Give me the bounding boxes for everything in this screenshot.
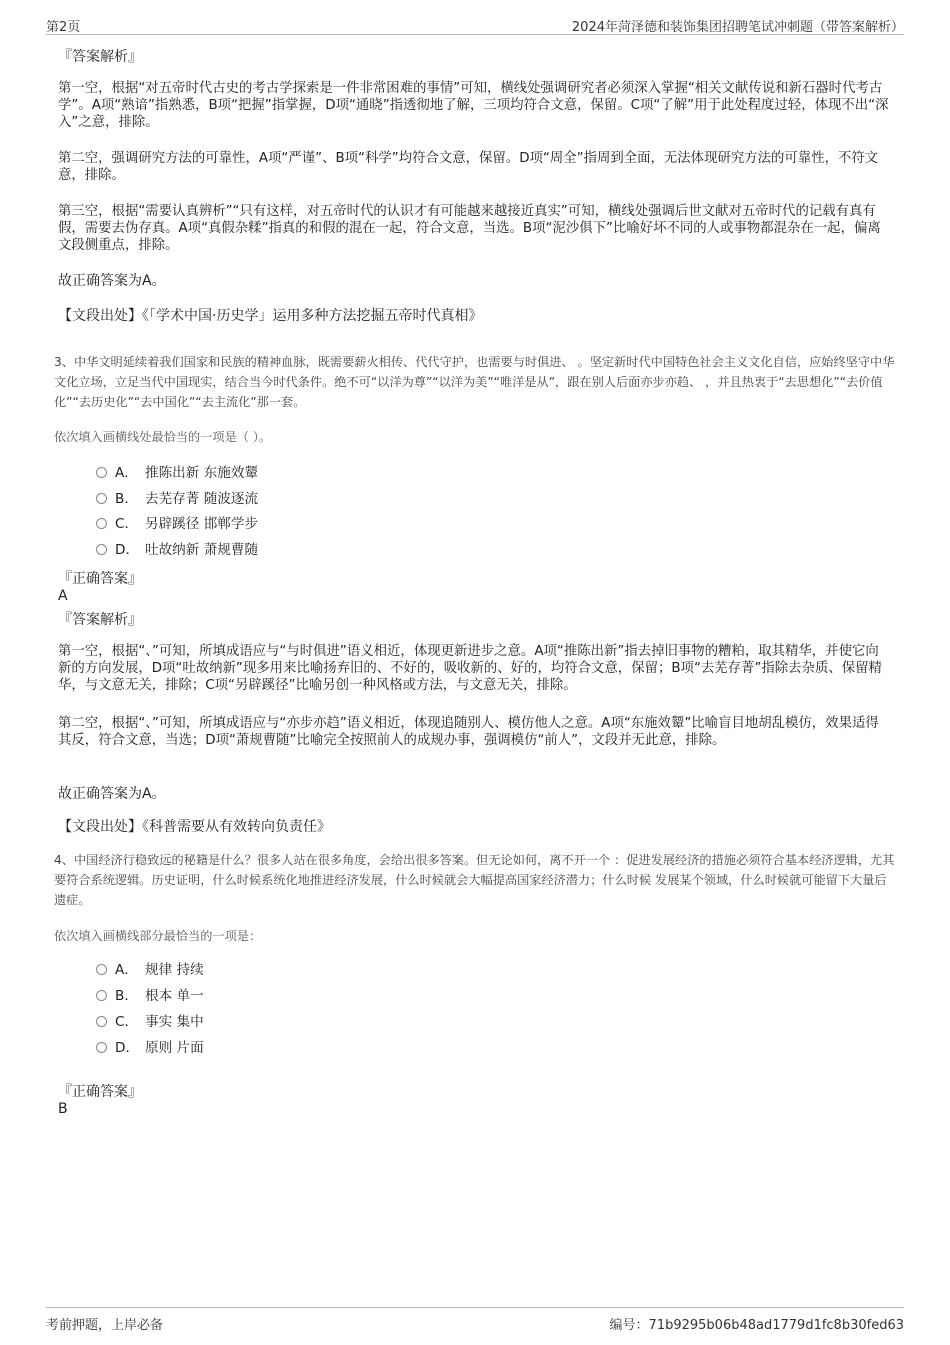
document-id: 编号：71b9295b06b48ad1779d1fc8b30fed63	[609, 1318, 904, 1333]
radio-icon[interactable]	[96, 964, 107, 975]
radio-icon[interactable]	[96, 518, 107, 529]
q3-option-d[interactable]: D． 吐故纳新 萧规曹随	[96, 540, 258, 560]
q3-correct-label: 『正确答案』	[58, 571, 142, 587]
q2-analysis-p2: 第二空，强调研究方法的可靠性，A项“严谨”、B项“科学”均符合文意，保留。D项“周全”指周到全面，无法体现研究方法的可靠性，不符文意，排除。	[58, 151, 879, 183]
radio-icon[interactable]	[96, 990, 107, 1001]
q3-ask: 依次填入画横线处最恰当的一项是（ ）。	[54, 430, 272, 444]
q4-stem: 4、中国经济行稳致远的秘籍是什么？很多人站在很多角度，会给出很多答案。但无论如何，离不开一个 ：促进发展经济的措施必须符合基本经济逻辑，尤其要符合系统逻辑。历史证明，什么时候系统化地推进经济发展，什么时候就会大幅提高国家经济潜力；什么时候 发展某个领域，什么时候就可能留下大量后遗症。	[54, 853, 895, 907]
q4-correct-answer: B	[58, 1101, 68, 1117]
q2-analysis-label: 『答案解析』	[58, 49, 142, 65]
radio-icon[interactable]	[96, 493, 107, 504]
radio-icon[interactable]	[96, 467, 107, 478]
radio-icon[interactable]	[96, 1042, 107, 1053]
q3-correct-answer: A	[58, 588, 68, 604]
document-title: 2024年菏泽德和装饰集团招聘笔试冲刺题（带答案解析）	[571, 20, 904, 35]
q3-option-a[interactable]: A． 推陈出新 东施效颦	[96, 463, 258, 483]
q4-option-c[interactable]: C． 事实 集中	[96, 1012, 204, 1032]
q2-analysis-p3: 第三空，根据“需要认真辨析”“只有这样，对五帝时代的认识才有可能越来越接近真实”可知，横线处强调后世文献对五帝时代的记载有真有假，需要去伪存真。A项“真假杂糅”指真的和假的混在一起，符合文意，当选。B项“泥沙俱下”比喻好坏不同的人或事物都混杂在一起，偏离文段侧重点，排除。	[58, 204, 881, 253]
radio-icon[interactable]	[96, 544, 107, 555]
page-number: 第2页	[46, 20, 81, 35]
q3-stem: 3、中华文明延续着我们国家和民族的精神血脉，既需要薪火相传、代代守护，也需要与时俱进、 。坚定新时代中国特色社会主义文化自信，应始终坚守中华文化立场，立足当代中国现实，结合当今时代条件。绝不可“以洋为尊”“以洋为美”“唯洋是从”，跟在别人后面亦步亦趋、 ，并且热衷于“去思想化”“去价值化”“去历史化”“去中国化”“去主流化”那一套。	[54, 355, 895, 409]
q2-conclusion: 故正确答案为A。	[58, 273, 166, 289]
q2-analysis-p1: 第一空，根据“对五帝时代古史的考古学探索是一件非常困难的事情”可知，横线处强调研究者必须深入掌握“相关文献传说和新石器时代考古学”。A项“熟谙”指熟悉，B项“把握”指掌握，D项“通晓”指透彻地了解，三项均符合文意，保留。C项“了解”用于此处程度过轻，体现不出“深入”之意，排除。	[58, 81, 889, 130]
q3-conclusion: 故正确答案为A。	[58, 786, 166, 802]
q3-analysis-label: 『答案解析』	[58, 612, 142, 628]
q3-analysis-p2: 第二空，根据“、”可知，所填成语应与“亦步亦趋”语义相近，体现追随别人、模仿他人之意。A项“东施效颦”比喻盲目地胡乱模仿，效果适得其反，符合文意，当选；D项“萧规曹随”比喻完全按照前人的成规办事，强调模仿“前人”，文段并无此意，排除。	[58, 716, 879, 748]
footer-slogan: 考前押题，上岸必备	[46, 1318, 164, 1333]
radio-icon[interactable]	[96, 1016, 107, 1027]
q3-analysis-p1: 第一空，根据“、”可知，所填成语应与“与时俱进”语义相近，体现更新进步之意。A项“推陈出新”指去掉旧事物的糟粕，取其精华，并使它向新的方向发展，D项“吐故纳新”现多用来比喻扬弃旧的、不好的，吸收新的、好的，均符合文意，保留；B项“去芜存菁”指除去杂质、保留精华，与文意无关，排除；C项“另辟蹊径”比喻另创一种风格或方法，与文意无关，排除。	[58, 644, 882, 693]
page-footer	[46, 1307, 904, 1334]
page-header	[46, 14, 904, 35]
q4-ask: 依次填入画横线部分最恰当的一项是：	[54, 929, 262, 943]
q4-option-a[interactable]: A． 规律 持续	[96, 960, 204, 980]
q4-correct-label: 『正确答案』	[58, 1084, 142, 1100]
q3-option-b[interactable]: B． 去芜存菁 随波逐流	[96, 489, 258, 509]
q3-option-c[interactable]: C． 另辟蹊径 邯郸学步	[96, 514, 258, 534]
q4-option-b[interactable]: B． 根本 单一	[96, 986, 204, 1006]
q3-source: 【文段出处】《科普需要从有效转向负责任》	[58, 819, 331, 835]
q4-option-d[interactable]: D． 原则 片面	[96, 1038, 204, 1058]
q2-source: 【文段出处】《「学术中国·历史学」运用多种方法挖掘五帝时代真相》	[58, 308, 483, 324]
